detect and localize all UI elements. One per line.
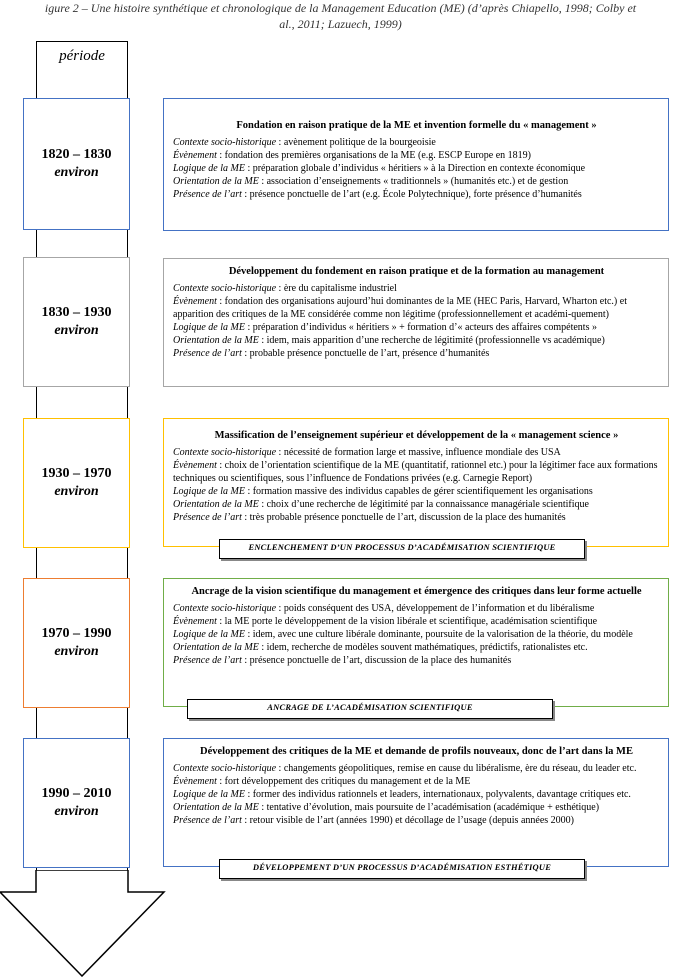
description-line: Présence de l’art : présence ponctuelle de l’art (e.g. École Polytechnique), forte présence d’humanités (173, 189, 582, 200)
period-box-5 (23, 738, 130, 868)
description-line: Orientation de la ME : tentative d’évolution, mais poursuite de l’académisation (académique + esthétique) (173, 802, 600, 813)
period-environ: environ (54, 644, 99, 659)
period-box-3 (23, 418, 130, 548)
description-line: Évènement : la ME porte le développement de la vision libérale et scientifique, académisation scientifique (173, 616, 598, 627)
description-line: Évènement : fort développement des critiques du management et de la ME (173, 776, 471, 787)
description-line: Orientation de la ME : idem, mais apparition d’une recherche de légitimité (professionnelle vs académique) (173, 335, 605, 346)
period-years: 1830 – 1930 (41, 305, 112, 320)
period-years: 1820 – 1830 (41, 147, 112, 162)
caption-line-2: al., 2011; Lazuech, 1999) (279, 17, 402, 31)
period-years: 1930 – 1970 (41, 466, 112, 481)
description-line: Présence de l’art : très probable présence ponctuelle de l’art, discussion de la place des humanités (173, 512, 566, 523)
description-line: Évènement : fondation des organisations aujourd’hui dominantes de la ME (HEC Paris, Harvard, Wharton etc.) et apparition des critiques de la ME considérée comme non légitime (professionnellement et académi-quement) (173, 296, 627, 320)
period-box-4 (23, 578, 130, 708)
description-line: Logique de la ME : préparation d’individus « héritiers » + formation d’« acteurs des affaires compétents » (173, 322, 597, 333)
timeline-arrow-icon (0, 870, 200, 977)
description-title: Massification de l’enseignement supérieur et développement de la « management science » (214, 430, 619, 441)
description-line: Contexte socio-historique : poids conséquent des USA, développement de l’information et du libéralisme (173, 603, 595, 614)
description-line: Contexte socio-historique : ère du capitalisme industriel (173, 283, 397, 294)
description-title: Fondation en raison pratique de la ME et invention formelle du « management » (236, 120, 597, 131)
description-line: Contexte socio-historique : avènement politique de la bourgeoisie (173, 137, 436, 148)
description-box-2 (163, 258, 669, 387)
period-years: 1970 – 1990 (41, 626, 112, 641)
description-line: Présence de l’art : présence ponctuelle de l’art, discussion de la place des humanités (173, 655, 512, 666)
stamp-academisation-esthetique: DÉVELOPPEMENT D’UN PROCESSUS D’ACADÉMISATION ESTHÉTIQUE (219, 859, 585, 879)
description-title: Développement du fondement en raison pratique et de la formation au management (228, 266, 605, 277)
period-environ: environ (54, 323, 99, 338)
description-title: Ancrage de la vision scientifique du management et émergence des critiques dans leur forme actuelle (191, 586, 642, 597)
description-line: Présence de l’art : retour visible de l’art (années 1990) et décollage de l’usage (depuis années 2000) (173, 815, 574, 826)
stamp-academisation-scientifique-anchor: ANCRAGE DE L’ACADÉMISATION SCIENTIFIQUE (187, 699, 553, 719)
period-environ: environ (54, 165, 99, 180)
stamp-academisation-scientifique-start: ENCLENCHEMENT D’UN PROCESSUS D’ACADÉMISATION SCIENTIFIQUE (219, 539, 585, 559)
period-box-1 (23, 98, 130, 230)
description-line: Contexte socio-historique : changements géopolitiques, remise en cause du libéralisme, ère du réseau, du leader etc. (173, 763, 637, 774)
period-box-2 (23, 257, 130, 387)
period-environ: environ (54, 804, 99, 819)
description-line: Orientation de la ME : choix d’une recherche de légitimité par la connaissance managériale scientifique (173, 499, 589, 510)
description-line: Évènement : choix de l’orientation scientifique de la ME (quantitatif, rationnel etc.) pour la légitimer face aux formations techniques ou scientifiques, sous l’influence de Fondations privées (e.g. Carnegie Report) (173, 460, 658, 484)
description-title: Développement des critiques de la ME et demande de profils nouveaux, donc de l’art dans la ME (200, 746, 633, 757)
periode-header: période (36, 41, 128, 74)
description-line: Présence de l’art : probable présence ponctuelle de l’art, présence d’humanités (173, 348, 490, 359)
description-line: Contexte socio-historique : nécessité de formation large et massive, influence mondiale des USA (173, 447, 561, 458)
description-line: Évènement : fondation des premières organisations de la ME (e.g. ESCP Europe en 1819) (173, 150, 531, 161)
description-box-3 (163, 418, 669, 547)
description-line: Logique de la ME : formation massive des individus capables de gérer scientifiquement les organisations (173, 486, 593, 497)
description-box-1 (163, 98, 669, 231)
description-line: Orientation de la ME : idem, recherche de modèles souvent mathématiques, prédictifs, rationalistes etc. (173, 642, 588, 653)
period-environ: environ (54, 484, 99, 499)
description-line: Logique de la ME : idem, avec une culture libérale dominante, poursuite de la valorisation de la théorie, du modèle (173, 629, 633, 640)
description-line: Logique de la ME : préparation globale d’individus « héritiers » à la Direction en contexte économique (173, 163, 586, 174)
figure-caption (0, 0, 681, 32)
description-box-5 (163, 738, 669, 867)
description-line: Logique de la ME : former des individus rationnels et leaders, internationaux, polyvalents, davantage critiques etc. (173, 789, 631, 800)
description-box-4 (163, 578, 669, 707)
description-line: Orientation de la ME : association d’enseignements « traditionnels » (humanités etc.) et de gestion (173, 176, 569, 187)
caption-line-1: igure 2 – Une histoire synthétique et chronologique de la Management Education (ME) (d’après Chiapello, 1998; Colby et (44, 1, 637, 15)
period-years: 1990 – 2010 (41, 786, 112, 801)
